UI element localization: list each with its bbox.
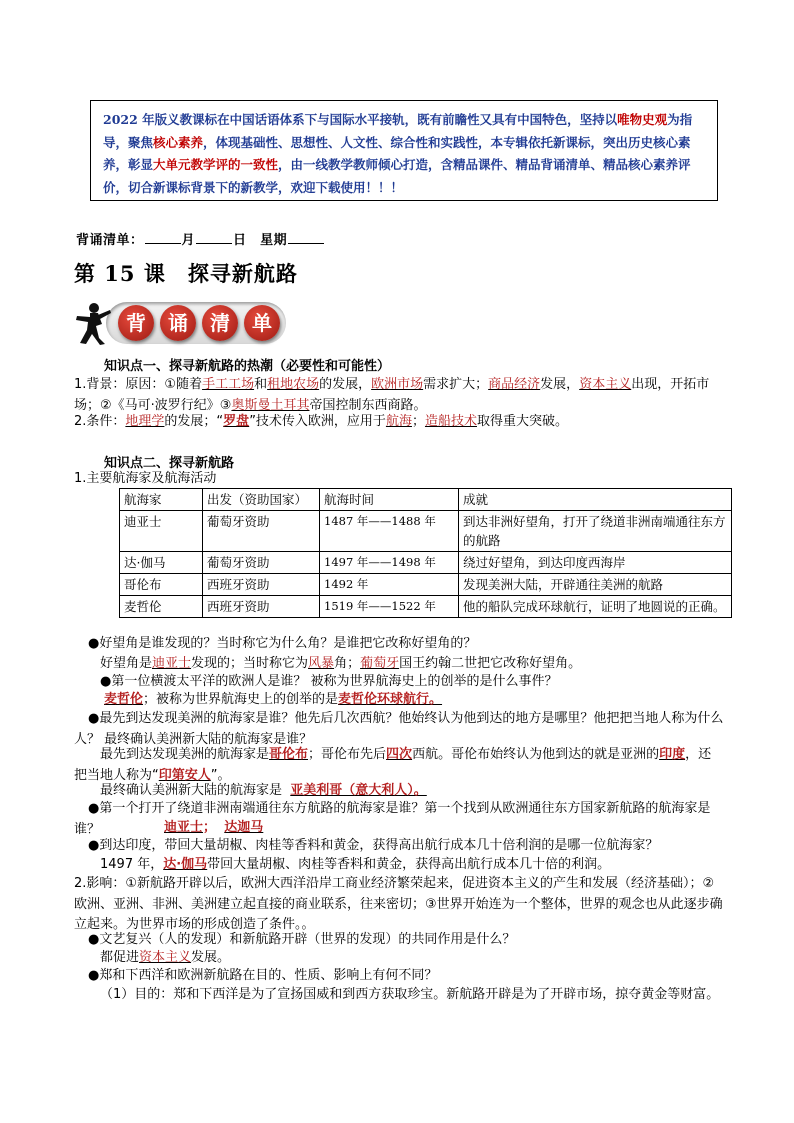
keyword: 资本主义 — [579, 377, 632, 392]
banner-char: 单 — [244, 305, 280, 341]
table-row — [120, 574, 732, 596]
answer-5 — [100, 855, 724, 876]
text: 的发展， — [319, 377, 372, 392]
intro-highlight: 大单元教学评的一致性 — [153, 157, 279, 172]
text: ”技术传入欧洲，应用于 — [249, 414, 386, 429]
table-header-row — [120, 489, 732, 511]
keyword: 手工工场 — [202, 377, 255, 392]
lesson-title: 第 15 课 探寻新航路 — [74, 261, 298, 286]
keyword: 葡萄牙 — [360, 656, 400, 671]
table-cell: 葡萄牙资助 — [203, 511, 320, 552]
keyword: 亚美利哥（意大利人）。 — [290, 783, 427, 798]
table-cell: 麦哲伦 — [120, 596, 203, 618]
date-line — [76, 229, 325, 248]
table-cell: 西班牙资助 — [203, 596, 320, 618]
banner-char: 清 — [202, 305, 238, 341]
keyword: 麦哲伦环球航行。 — [338, 692, 443, 707]
keyword: 风暴 — [308, 656, 335, 671]
text: 都促进 — [100, 950, 140, 965]
text: 角； — [334, 656, 361, 671]
banner-char: 背 — [118, 305, 154, 341]
kp2-title: 知识点二、探寻新航路 — [104, 456, 235, 471]
keyword: 印第安人 — [158, 767, 211, 783]
text: 国王约翰二世把它改称好望角。 — [399, 656, 582, 671]
keyword: 迪亚士 — [164, 820, 204, 835]
banner-char: 诵 — [160, 305, 196, 341]
table-cell: 葡萄牙资助 — [203, 552, 320, 574]
week-label: 星期 — [260, 233, 288, 248]
text: 好望角是 — [100, 656, 153, 671]
text: 需求扩大； — [423, 377, 489, 392]
intro-text: 2022 年版义教课标在中国话语体系下与国际水平接轨，既有前瞻性又具有中国特色，坚持以 — [103, 112, 618, 127]
table-cell: 他的船队完成环球航行，证明了地圆说的正确。 — [459, 596, 732, 618]
answer-2 — [104, 690, 724, 711]
text: 发展。 — [191, 950, 231, 965]
question-5: ●到达印度，带回大量胡椒、肉桂等香料和黄金，获得高出航行成本几十倍利润的是哪一位航海家？ — [88, 838, 659, 853]
keyword: 印度 — [659, 747, 686, 762]
keyword: 地理学 — [125, 414, 165, 429]
table-cell: 发现美洲大陆，开辟通往美洲的航路 — [459, 574, 732, 596]
table-row — [120, 596, 732, 618]
text: ； — [203, 820, 217, 835]
keyword: 哥伦布 — [269, 747, 309, 762]
intro-box — [90, 100, 718, 201]
intro-text: 为指导，聚焦 — [103, 112, 693, 150]
table-cell: 哥伦布 — [120, 574, 203, 596]
table-caption: 1.主要航海家及航海活动 — [74, 471, 217, 486]
intro-text: ，体现基础性、思想性、人文性、综合性和实践性，本专辑依托新课标，突出历史核心素养，彰显 — [103, 134, 691, 172]
table-header: 航海家 — [120, 489, 203, 511]
table-cell: 达·伽马 — [120, 552, 203, 574]
keyword: 达·伽马 — [163, 857, 208, 872]
question-3: ●最先到达发现美洲的航海家是谁？他先后几次西航？他始终认为他到达的地方是哪里？他把把当地人称为什么人？ 最终确认美洲新大陆的航海家是谁？ — [74, 711, 724, 747]
table-header: 航海时间 — [320, 489, 459, 511]
kp1-title: 知识点一、探寻新航路的热潮（必要性和可能性） — [104, 359, 391, 374]
recitation-banner — [72, 300, 288, 346]
text: ，还把当地人称为“ — [74, 747, 712, 783]
question-6: ●文艺复兴（人的发现）和新航路开辟（世界的发现）的共同作用是什么？ — [88, 932, 516, 947]
question-1: ●好望角是谁发现的？当时称它为什么角？是谁把它改称好望角的？ — [88, 636, 477, 651]
keyword: 欧洲市场 — [371, 377, 424, 392]
table-row — [120, 511, 732, 552]
kp1-background — [74, 375, 724, 416]
table-header: 成就 — [459, 489, 732, 511]
table-header: 出发（资助国家） — [203, 489, 320, 511]
table-row — [120, 552, 732, 574]
question-2: ●第一位横渡太平洋的欧洲人是谁？ 被称为世界航海史上的创举的是什么事件？ — [100, 674, 558, 689]
month-label: 月 — [181, 233, 196, 248]
date-label: 背诵清单： — [76, 233, 144, 248]
text: 出现，开拓市场；②《马可·波罗行纪》③ — [74, 377, 710, 413]
text: 最先到达发现美洲的航海家是 — [100, 747, 270, 762]
keyword: 迪亚士 — [152, 656, 192, 671]
text: 的发展；“ — [164, 414, 224, 429]
answer-7: （1）目的：郑和下西洋是为了宣扬国威和到西方获取珍宝。新航路开辟是为了开辟市场，掠夺黄金等财富。 — [100, 987, 720, 1002]
navigators-table — [119, 488, 732, 618]
keyword: 奥斯曼土耳其 — [231, 397, 310, 413]
text: 最终确认美洲新大陆的航海家是 — [100, 783, 283, 798]
table-cell: 迪亚士 — [120, 511, 203, 552]
text: 西航。哥伦布始终认为他到达的就是亚洲的 — [412, 747, 660, 762]
text: 和 — [254, 377, 268, 392]
table-cell: 1492 年 — [320, 574, 459, 596]
intro-highlight: 核心素养 — [153, 134, 204, 150]
text: ；被称为世界航海史上的创举的是 — [143, 692, 339, 707]
day-blank — [196, 231, 232, 244]
text: ”。 — [210, 767, 231, 783]
question-4: ●第一个打开了绕道非洲南端通往东方航路的航海家是谁？第一个找到从欧洲通往东方国家新航路的航海家是谁？ — [74, 801, 711, 837]
keyword: 商品经济 — [488, 377, 541, 392]
table-cell: 到达非洲好望角，打开了绕道非洲南端通往东方的航路 — [459, 511, 732, 552]
text: ；哥伦布先后 — [308, 747, 387, 762]
answer-3 — [74, 745, 724, 786]
ninja-icon — [72, 300, 112, 346]
text: 带回大量胡椒、肉桂等香料和黄金，获得高出航行成本几十倍的利润。 — [207, 857, 611, 872]
keyword: 达迦马 — [224, 820, 264, 835]
keyword: 麦哲伦 — [104, 692, 144, 707]
keyword: 航海 — [385, 414, 412, 429]
table-cell: 1497 年——1498 年 — [320, 552, 459, 574]
text: 发展， — [540, 377, 580, 392]
keyword: 租地农场 — [267, 377, 320, 392]
keyword: 资本主义 — [139, 950, 192, 965]
table-cell: 西班牙资助 — [203, 574, 320, 596]
intro-text: ，由一线教学教师倾心打造，含精品课件、精品背诵清单、精品核心素养评价，切合新课标背景下的新教学，欢迎下载使用！！！ — [103, 157, 691, 195]
table-cell: 绕过好望角，到达印度西海岸 — [459, 552, 732, 574]
table-cell: 1487 年——1488 年 — [320, 511, 459, 552]
text: 1497 年， — [100, 857, 164, 872]
intro-highlight: 唯物史观 — [617, 112, 668, 127]
keyword: 四次 — [386, 747, 413, 762]
keyword: 造船技术 — [424, 414, 477, 429]
impact-paragraph: 2.影响：①新航路开辟以后，欧洲大西洋沿岸工商业经济繁荣起来，促进资本主义的产生和发展（经济基础）；②欧洲、亚洲、非洲、美洲建立起直接的商业联系，往来密切；③世界开始连为一个整体，世界的观念也从此逐步确立起来。为世界市场的形成创造了条件。。 — [74, 876, 723, 932]
keyword: 罗盘 — [223, 414, 250, 429]
day-label: 日 — [233, 233, 247, 248]
question-7: ●郑和下西洋和欧洲新航路在目的、性质、影响上有何不同？ — [88, 968, 438, 983]
kp1-conditions — [74, 412, 724, 433]
month-blank — [145, 231, 181, 244]
text: 1.背景：原因：①随着 — [74, 377, 203, 392]
text: 2.条件： — [74, 414, 126, 429]
table-cell: 1519 年——1522 年 — [320, 596, 459, 618]
text: 帝国控制东西商路。 — [309, 397, 427, 413]
week-blank — [288, 231, 324, 244]
text: ； — [411, 414, 425, 429]
text: 取得重大突破。 — [476, 414, 568, 429]
text: 发现的；当时称它为 — [191, 656, 309, 671]
